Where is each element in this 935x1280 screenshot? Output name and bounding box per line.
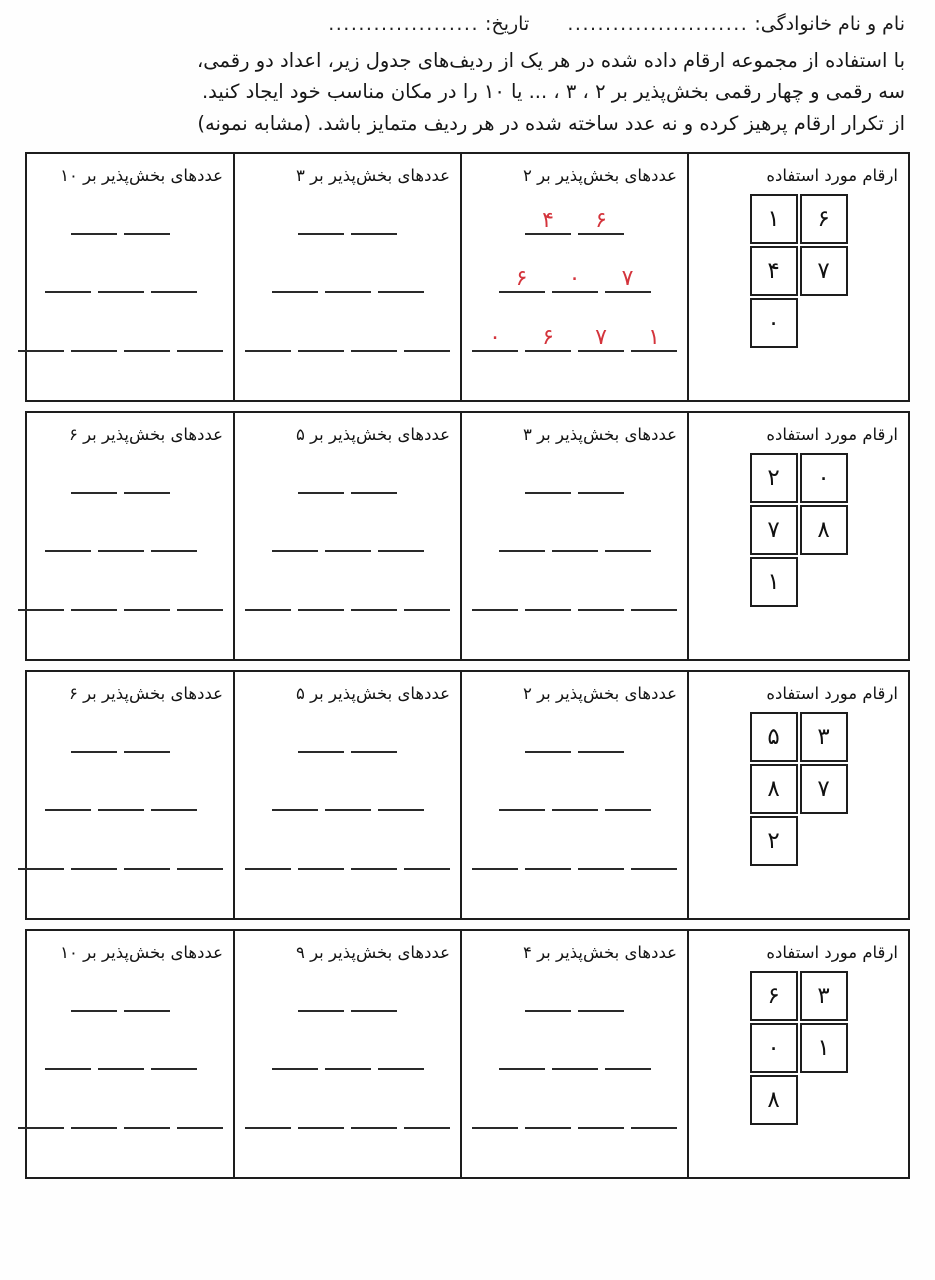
digit-box-line-middle — [750, 1021, 848, 1073]
answer-blank[interactable] — [404, 1099, 450, 1129]
answer-blank[interactable] — [525, 723, 571, 753]
divisible-by-title: عددهای بخش‌پذیر بر ۱۰ — [60, 165, 223, 185]
divisible-by-title: عددهای بخش‌پذیر بر ۳ — [295, 165, 450, 185]
answer-blank[interactable] — [298, 982, 344, 1012]
answer-row — [245, 1040, 450, 1070]
answer-row — [18, 1099, 223, 1129]
answer-blank[interactable] — [378, 522, 424, 552]
answer-blank[interactable] — [71, 581, 117, 611]
answer-blank[interactable] — [552, 781, 598, 811]
answer-blank[interactable] — [325, 522, 371, 552]
instruction-line-1: با استفاده از مجموعه ارقام داده شده در هر یک از ردیف‌های جدول زیر، اعداد دو رقمی، — [196, 48, 905, 72]
digit-box-group — [699, 710, 898, 866]
answer-blank[interactable] — [151, 781, 197, 811]
divisible-by-cell — [8, 154, 233, 400]
answer-blank[interactable] — [45, 522, 91, 552]
divisible-by-title: عددهای بخش‌پذیر بر ۲ — [522, 165, 677, 185]
name-field — [567, 14, 905, 35]
divisible-by-cell — [233, 672, 460, 918]
answer-blank[interactable] — [272, 263, 318, 293]
digit-box-group — [699, 451, 898, 607]
answer-blank[interactable] — [71, 1099, 117, 1129]
answer-row — [18, 522, 223, 552]
digit-box: ۱ — [750, 194, 798, 244]
digits-cell — [687, 931, 908, 1177]
answer-blank[interactable]: ۷ — [605, 263, 651, 293]
answer-row — [245, 464, 450, 494]
digit-box-line-bottom — [750, 555, 798, 607]
answer-blank[interactable] — [98, 781, 144, 811]
answer-row — [18, 840, 223, 870]
digits-cell — [687, 413, 908, 659]
answer-row — [245, 263, 450, 293]
answer-blank[interactable] — [351, 464, 397, 494]
answer-blank[interactable] — [124, 723, 170, 753]
divisible-by-cell — [233, 154, 460, 400]
answer-blank[interactable] — [578, 840, 624, 870]
answer-row — [18, 464, 223, 494]
answer-blank[interactable] — [18, 840, 64, 870]
answer-row — [245, 840, 450, 870]
divisible-by-cell — [460, 672, 687, 918]
divisible-by-title: عددهای بخش‌پذیر بر ۶ — [68, 683, 223, 703]
answer-blank[interactable] — [525, 464, 571, 494]
answer-area — [245, 967, 450, 1143]
answer-blank[interactable] — [578, 1099, 624, 1129]
answer-blank[interactable] — [71, 723, 117, 753]
digit-box-line-top — [750, 710, 848, 762]
answer-blank[interactable]: ۶ — [525, 322, 571, 352]
answer-blank[interactable] — [631, 581, 677, 611]
answer-row — [472, 263, 677, 293]
answer-row — [18, 982, 223, 1012]
answer-row — [18, 322, 223, 352]
digit-box: ۳ — [800, 971, 848, 1021]
answer-blank[interactable] — [605, 781, 651, 811]
answer-blank[interactable] — [605, 1040, 651, 1070]
divisible-by-cell — [8, 672, 233, 918]
digit-box: ۴ — [750, 246, 798, 296]
worksheet-table — [0, 140, 935, 1179]
digit-box-line-top — [750, 451, 848, 503]
answer-blank[interactable] — [472, 840, 518, 870]
answer-blank[interactable]: ۷ — [578, 322, 624, 352]
date-blank-dots[interactable]: .................... — [328, 13, 479, 35]
table-row — [25, 929, 910, 1179]
answer-blank[interactable] — [124, 840, 170, 870]
digit-box: ۰ — [750, 298, 798, 348]
answer-blank[interactable] — [631, 1099, 677, 1129]
answer-area — [245, 449, 450, 625]
digit-box: ۲ — [750, 453, 798, 503]
student-info-header — [0, 0, 935, 35]
answer-blank[interactable] — [552, 1040, 598, 1070]
answer-blank[interactable] — [71, 464, 117, 494]
answer-blank[interactable] — [98, 1040, 144, 1070]
answer-blank[interactable] — [177, 322, 223, 352]
divisible-by-title: عددهای بخش‌پذیر بر ۹ — [295, 942, 450, 962]
answer-blank[interactable] — [525, 840, 571, 870]
digit-box-line-top — [750, 969, 848, 1021]
answer-blank[interactable] — [325, 1040, 371, 1070]
divisible-by-cell — [460, 154, 687, 400]
answer-row — [472, 982, 677, 1012]
answer-blank[interactable]: ۴ — [525, 205, 571, 235]
answer-blank[interactable] — [151, 263, 197, 293]
digits-column-title: ارقام مورد استفاده — [766, 165, 898, 185]
digit-box-line-bottom — [750, 814, 798, 866]
answer-blank[interactable]: ۰ — [552, 263, 598, 293]
digit-box-line-middle — [750, 762, 848, 814]
digit-box: ۸ — [750, 1075, 798, 1125]
answer-blank[interactable] — [245, 581, 291, 611]
answer-blank[interactable] — [578, 464, 624, 494]
answer-blank[interactable] — [71, 840, 117, 870]
answer-blank[interactable] — [124, 464, 170, 494]
answer-blank[interactable] — [525, 581, 571, 611]
answer-blank[interactable] — [45, 781, 91, 811]
divisible-by-cell — [233, 931, 460, 1177]
name-blank-dots[interactable]: ........................ — [567, 13, 749, 35]
digit-box-line-middle — [750, 244, 848, 296]
instruction-line-3: از تکرار ارقام پرهیز کرده و نه عدد ساخته شده در هر ردیف متمایز باشد. (مشابه نمونه) — [197, 112, 905, 136]
answer-row — [472, 840, 677, 870]
answer-row — [18, 1040, 223, 1070]
answer-blank[interactable] — [45, 263, 91, 293]
answer-row — [472, 464, 677, 494]
answer-blank[interactable] — [351, 1099, 397, 1129]
answer-blank[interactable] — [18, 1099, 64, 1129]
digit-box: ۵ — [750, 712, 798, 762]
digits-column-title: ارقام مورد استفاده — [766, 942, 898, 962]
digit-box: ۷ — [800, 764, 848, 814]
digits-column-title: ارقام مورد استفاده — [766, 683, 898, 703]
answer-blank[interactable] — [272, 781, 318, 811]
divisible-by-cell — [8, 413, 233, 659]
answer-area — [18, 708, 223, 884]
answer-row — [472, 322, 677, 352]
answer-blank[interactable] — [351, 205, 397, 235]
digit-box: ۸ — [750, 764, 798, 814]
answer-blank[interactable] — [124, 205, 170, 235]
answer-blank[interactable] — [298, 464, 344, 494]
divisible-by-title: عددهای بخش‌پذیر بر ۲ — [522, 683, 677, 703]
answer-blank[interactable] — [351, 982, 397, 1012]
answer-blank[interactable] — [18, 581, 64, 611]
answer-row — [18, 723, 223, 753]
answer-area — [18, 190, 223, 366]
digit-box: ۰ — [800, 453, 848, 503]
divisible-by-cell — [8, 931, 233, 1177]
digits-cell — [687, 154, 908, 400]
answer-blank[interactable] — [298, 205, 344, 235]
answer-blank[interactable] — [525, 982, 571, 1012]
answer-blank[interactable] — [124, 322, 170, 352]
digit-box: ۷ — [800, 246, 848, 296]
answer-blank[interactable] — [605, 522, 651, 552]
date-field — [328, 14, 529, 35]
answer-blank[interactable] — [325, 781, 371, 811]
answer-blank[interactable] — [325, 263, 371, 293]
answer-blank[interactable] — [404, 581, 450, 611]
digit-box: ۲ — [750, 816, 798, 866]
answer-area — [472, 967, 677, 1143]
divisible-by-title: عددهای بخش‌پذیر بر ۴ — [522, 942, 677, 962]
answer-blank[interactable]: ۰ — [472, 322, 518, 352]
answer-blank[interactable] — [351, 581, 397, 611]
answer-area — [245, 708, 450, 884]
answer-blank[interactable] — [499, 522, 545, 552]
answer-blank[interactable] — [151, 522, 197, 552]
digit-box-line-bottom — [750, 1073, 798, 1125]
answer-blank[interactable] — [124, 982, 170, 1012]
answer-blank[interactable] — [472, 581, 518, 611]
divisible-by-title: عددهای بخش‌پذیر بر ۶ — [68, 424, 223, 444]
divisible-by-title: عددهای بخش‌پذیر بر ۵ — [295, 683, 450, 703]
answer-blank[interactable] — [351, 322, 397, 352]
answer-row — [245, 723, 450, 753]
answer-blank[interactable] — [378, 781, 424, 811]
answer-blank[interactable] — [71, 205, 117, 235]
answer-blank[interactable] — [525, 1099, 571, 1129]
answer-area — [472, 708, 677, 884]
digit-box-line-top — [750, 192, 848, 244]
answer-blank[interactable] — [71, 982, 117, 1012]
table-row — [25, 411, 910, 661]
answer-blank[interactable] — [124, 581, 170, 611]
answer-blank[interactable] — [245, 322, 291, 352]
answer-blank[interactable] — [177, 1099, 223, 1129]
digit-box-line-bottom — [750, 296, 798, 348]
answer-blank[interactable] — [472, 1099, 518, 1129]
answer-row — [472, 581, 677, 611]
answer-blank[interactable] — [499, 1040, 545, 1070]
instructions-block — [0, 35, 935, 140]
digit-box: ۳ — [800, 712, 848, 762]
digit-box: ۱ — [750, 557, 798, 607]
digit-box-line-middle — [750, 503, 848, 555]
answer-blank[interactable] — [177, 581, 223, 611]
answer-area — [18, 449, 223, 625]
answer-blank[interactable] — [578, 581, 624, 611]
digit-box: ۰ — [750, 1023, 798, 1073]
answer-row — [18, 263, 223, 293]
answer-row — [245, 781, 450, 811]
answer-blank[interactable]: ۶ — [499, 263, 545, 293]
name-label: نام و نام خانوادگی: — [754, 13, 905, 35]
table-row — [25, 670, 910, 920]
date-label: تاریخ: — [485, 13, 530, 35]
answer-blank[interactable] — [552, 522, 598, 552]
answer-blank[interactable] — [298, 322, 344, 352]
table-row — [25, 152, 910, 402]
answer-blank[interactable] — [177, 840, 223, 870]
answer-blank[interactable] — [18, 322, 64, 352]
answer-blank[interactable] — [404, 322, 450, 352]
answer-blank[interactable] — [124, 1099, 170, 1129]
answer-blank[interactable] — [578, 723, 624, 753]
divisible-by-title: عددهای بخش‌پذیر بر ۱۰ — [60, 942, 223, 962]
answer-blank[interactable] — [272, 522, 318, 552]
answer-row — [472, 1099, 677, 1129]
answer-row — [18, 205, 223, 235]
answer-blank[interactable] — [351, 840, 397, 870]
answer-blank[interactable] — [298, 1099, 344, 1129]
answer-blank[interactable] — [378, 263, 424, 293]
answer-blank[interactable] — [499, 781, 545, 811]
answer-row — [245, 982, 450, 1012]
digit-box: ۷ — [750, 505, 798, 555]
answer-area — [472, 449, 677, 625]
answer-row — [245, 1099, 450, 1129]
digit-box: ۶ — [750, 971, 798, 1021]
answer-row — [245, 522, 450, 552]
digits-column-title: ارقام مورد استفاده — [766, 424, 898, 444]
digits-cell — [687, 672, 908, 918]
answer-row — [18, 581, 223, 611]
answer-blank[interactable] — [404, 840, 450, 870]
answer-row — [245, 581, 450, 611]
answer-row — [472, 1040, 677, 1070]
answer-area — [18, 967, 223, 1143]
instruction-line-2: سه رقمی و چهار رقمی بخش‌پذیر بر ۲ ، ۳ ، ... یا ۱۰ را در مکان مناسب خود ایجاد کنید. — [201, 80, 905, 104]
divisible-by-cell — [460, 413, 687, 659]
answer-row — [472, 723, 677, 753]
answer-area — [245, 190, 450, 366]
answer-blank[interactable] — [351, 723, 397, 753]
divisible-by-title: عددهای بخش‌پذیر بر ۳ — [522, 424, 677, 444]
divisible-by-cell — [460, 931, 687, 1177]
digit-box: ۸ — [800, 505, 848, 555]
answer-row — [18, 781, 223, 811]
answer-blank[interactable] — [272, 1040, 318, 1070]
answer-blank[interactable]: ۶ — [578, 205, 624, 235]
answer-blank[interactable] — [631, 840, 677, 870]
digit-box: ۱ — [800, 1023, 848, 1073]
answer-row — [472, 205, 677, 235]
answer-blank[interactable] — [298, 723, 344, 753]
answer-blank[interactable] — [378, 1040, 424, 1070]
answer-blank[interactable]: ۱ — [631, 322, 677, 352]
answer-row — [472, 522, 677, 552]
answer-blank[interactable] — [45, 1040, 91, 1070]
answer-blank[interactable] — [578, 982, 624, 1012]
answer-blank[interactable] — [245, 840, 291, 870]
divisible-by-title: عددهای بخش‌پذیر بر ۵ — [295, 424, 450, 444]
answer-blank[interactable] — [151, 1040, 197, 1070]
divisible-by-cell — [233, 413, 460, 659]
digit-box-group — [699, 969, 898, 1125]
answer-blank[interactable] — [245, 1099, 291, 1129]
digit-box: ۶ — [800, 194, 848, 244]
answer-blank[interactable] — [98, 522, 144, 552]
digit-box-group — [699, 192, 898, 348]
answer-blank[interactable] — [71, 322, 117, 352]
answer-blank[interactable] — [298, 840, 344, 870]
answer-area — [472, 190, 677, 366]
answer-blank[interactable] — [98, 263, 144, 293]
answer-row — [245, 205, 450, 235]
answer-row — [245, 322, 450, 352]
answer-blank[interactable] — [298, 581, 344, 611]
answer-row — [472, 781, 677, 811]
